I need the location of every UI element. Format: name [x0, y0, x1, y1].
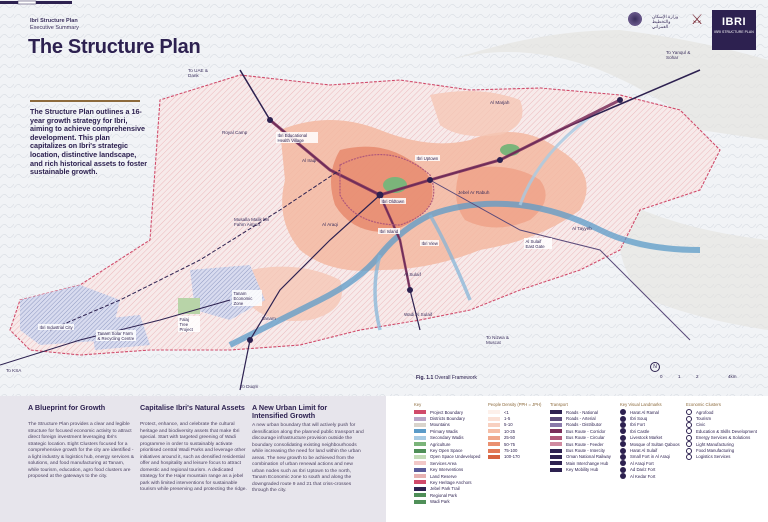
legend-label: Bus Route - Feeder: [566, 441, 604, 447]
place-industrial-city[interactable]: Ibri Industrial City: [39, 324, 73, 330]
legend-label: Key Mobility Hub: [566, 467, 599, 473]
legend-col-transport: [550, 402, 618, 473]
legend-clusters-heading: Economic Clusters: [686, 402, 721, 407]
place-al-araqi: Al Araqi: [322, 222, 338, 227]
legend-marker-icon: [620, 416, 626, 422]
scale-label-2: 2: [696, 374, 699, 379]
place-al-sulaif: Al Sulaif: [404, 272, 421, 277]
legend-swatch: [414, 455, 426, 459]
legend-item: [686, 428, 764, 434]
cluster-icon: [686, 454, 692, 460]
column-blueprint: [28, 404, 136, 481]
legend-label: Main Interchange Hub: [566, 460, 609, 466]
figure-caption: [416, 375, 477, 381]
legend-swatch: [414, 468, 426, 472]
cluster-icon: [686, 448, 692, 454]
title-divider: [30, 100, 140, 102]
legend-label: Ibri Souq: [630, 416, 648, 422]
legend-swatch: [550, 461, 562, 465]
legend-swatch: [550, 429, 562, 433]
cluster-icon: [686, 441, 692, 447]
legend-marker-icon: [620, 448, 626, 454]
legend-label: Light Manufacturing: [696, 441, 734, 447]
legend-swatch: [550, 436, 562, 440]
legend-landmarks-heading: Key Visual Landmarks: [620, 402, 662, 407]
column-title: Capitalise Ibri's Natural Assets: [140, 403, 245, 412]
legend-col-density: [488, 402, 548, 460]
legend-label: Roads - National: [566, 409, 599, 415]
legend-swatch: [488, 442, 500, 446]
north-arrow-icon: N: [650, 362, 660, 372]
place-al-iraqi: Al Iraqi: [302, 158, 317, 163]
scale-label-0: 0: [660, 374, 663, 379]
legend-landmarks-list: [620, 409, 688, 479]
legend-clusters-list: [686, 409, 764, 460]
doc-title: Ibri Structure Plan: [30, 18, 78, 24]
text-panel: [0, 396, 386, 522]
intro-text: The Structure Plan outlines a 16-year growth strategy for Ibri, aiming to achieve comprehensive development. This plan capitalizes on Ibri's strategic location, distinctive landscape, and rich historical assets to foster sustainable growth.: [30, 107, 148, 177]
legend-label: 100-170: [504, 454, 520, 460]
legend-label: Small Fort in Al Araqi: [630, 454, 670, 460]
legend-label: Key Interventions: [430, 467, 464, 473]
place-ibri-oldtown[interactable]: Ibri Oldtown: [381, 198, 405, 204]
oman-khanjar-icon: ⚔: [690, 11, 704, 27]
legend-swatch: [550, 417, 562, 421]
legend-swatch: [414, 474, 426, 478]
legend-swatch: [550, 455, 562, 459]
place-wadi-al-sulaif: Wadi Al Sulaif: [404, 312, 433, 317]
legend-swatch: [414, 423, 426, 427]
legend-label: Al Araqi Fort: [630, 460, 654, 466]
legend-label: 10-25: [504, 428, 515, 434]
legend-label: Primary Wadis: [430, 428, 458, 434]
place-solar-farm[interactable]: Tanam Solar Farm & Recycling Centre: [97, 330, 135, 341]
legend-swatch: [414, 500, 426, 504]
legend-label: 5-10: [504, 422, 513, 428]
legend-label: Logistics Services: [696, 454, 731, 460]
ministry-emblem-icon: [626, 12, 644, 26]
legend-swatch: [414, 436, 426, 440]
legend-marker-icon: [620, 467, 626, 473]
legend-swatch: [414, 442, 426, 446]
legend-key-heading: Key: [414, 402, 422, 407]
legend-label: Agrofood: [696, 409, 714, 415]
place-educational-village[interactable]: Ibri Educational Health Village: [276, 132, 318, 143]
legend-marker-icon: [620, 473, 626, 479]
logo-area: [626, 10, 756, 50]
legend-col-key: [414, 402, 486, 505]
legend-swatch: [488, 449, 500, 453]
legend-label: Mountains: [430, 422, 450, 428]
direction-to-nizwa: To Nizwa & Muscat: [486, 335, 509, 345]
legend-swatch: [414, 449, 426, 453]
legend-item: [620, 473, 688, 479]
legend-label: 25-50: [504, 435, 515, 441]
legend-swatch: [488, 429, 500, 433]
page-title: The Structure Plan: [28, 36, 201, 58]
place-airport: Musalla Malik bin Fahm Airport: [234, 217, 270, 227]
legend-density-list: [488, 409, 548, 460]
legend-label: Bus Route - Intercity: [566, 448, 605, 454]
legend-label: Food Manufacturing: [696, 448, 735, 454]
legend-label: Key Open Space: [430, 448, 463, 454]
place-ibri-uptown[interactable]: Ibri Uptown: [416, 155, 439, 161]
legend-label: Key Heritage Anchors: [430, 479, 472, 485]
legend-item: [686, 454, 764, 460]
legend-swatch: [414, 480, 426, 484]
column-body: A new urban boundary that will actively push for densification along the planned public transport and discourage infrastructure provision outside the boundary consolidating existing neighbourhoods while increasing the need for land within the urban areas. The new growth to be achieved from the combination of urban renewal actions and new urban nodes such as Ibri Uptown to the north, Tanam Economic zone to south and along the downgraded route 9 and 21 that criss-crosses through the city.: [252, 423, 364, 493]
legend-label: Livestock Market: [630, 435, 663, 441]
legend-item: [550, 467, 618, 473]
legend-label: Ad Dariz Fort: [630, 467, 656, 473]
legend-swatch: [414, 410, 426, 414]
legend-swatch: [550, 442, 562, 446]
legend-label: Harat Al Ramal: [630, 409, 659, 415]
legend-label: Energy Services & Solutions: [696, 435, 751, 441]
legend-swatch: [488, 436, 500, 440]
legend-label: Bus Route - Circular: [566, 435, 605, 441]
ibri-logo-sub: IBRI STRUCTURE PLAN: [714, 30, 754, 34]
legend-label: Education & Skills Development: [696, 428, 757, 434]
place-royal-camp: Royal Camp: [222, 130, 248, 135]
legend-label: Ibri Castle: [630, 428, 650, 434]
legend-col-landmarks: [620, 402, 688, 479]
place-jebel-ar-rabuh: Jebel Ar Rabuh: [458, 190, 490, 195]
scale-label-3: 4km: [728, 374, 737, 379]
legend-swatch: [488, 423, 500, 427]
legend-label: Districts Boundary: [430, 416, 465, 422]
legend-label: Jebel Park Trail: [430, 486, 460, 492]
cluster-icon: [686, 422, 692, 428]
legend-marker-icon: [620, 435, 626, 441]
scale-label-1: 1: [678, 374, 681, 379]
legend-marker-icon: [620, 409, 626, 415]
direction-to-ksa: To KSA: [6, 368, 22, 373]
direction-to-yanqul: To Yanqul & Sohar: [666, 50, 691, 60]
legend-marker-icon: [620, 441, 626, 447]
legend-label: Mosque of Sultan Qaboos: [630, 441, 680, 447]
place-falaj-tree[interactable]: Falaj Tree Project: [178, 316, 200, 332]
legend-label: Services Area: [430, 460, 457, 466]
legend-label: Roads - Distributor: [566, 422, 602, 428]
legend-key-list: [414, 409, 486, 505]
legend-label: 1-5: [504, 416, 511, 422]
legend-col-clusters: [686, 402, 764, 460]
legend-transport-list: [550, 409, 618, 473]
scale-bar: [0, 0, 80, 6]
legend-label: Agriculture: [430, 441, 451, 447]
bottom-section: [0, 396, 768, 522]
legend-swatch: [550, 468, 562, 472]
column-urban-limit: [252, 404, 364, 495]
legend-label: Bus Route - Corridor: [566, 428, 606, 434]
direction-to-uae: To UAE & Dank: [188, 68, 208, 78]
column-body: Protect, enhance, and celebrate the cultural heritage and biodiversity assets that make Ibri special. Start with targeted greening of Wadi programme in order to sustainably activate prioritised central Wadi Parks and leverage other initiatives around it, such as densified residential offer and hospitality and leisure focus to attract domestic and regional tourism. A dedicated strategy for the Hajar mountain range as a jebel park with limited interventions for sustainable tourism while preserving and protecting the ridge.: [140, 422, 247, 492]
place-al-tayyeb: Al Tayyeb: [572, 226, 592, 231]
legend-transport-heading: Transport: [550, 402, 568, 407]
legend-label: Tourism: [696, 416, 712, 422]
place-ibri-view[interactable]: Ibri View: [421, 240, 438, 246]
legend-label: 75-100: [504, 448, 518, 454]
place-ibri-island[interactable]: Ibri Island: [379, 228, 399, 234]
legend-item: [488, 454, 548, 460]
legend-swatch: [414, 417, 426, 421]
legend-label: Project Boundary: [430, 409, 463, 415]
legend-swatch: [414, 493, 426, 497]
column-body: The Structure Plan provides a clear and legible structure for focused economic activity to attract direct foreign investment leveraging Ibri's strategic location. Eight Clusters focused for a comprehensive growth for the city are identified - a light industry & logistics hub, energy services & solutions, and food manufacturing at Tanam, while tourism, education, agro food clusters are proposed at the gateways to the city.: [28, 422, 135, 479]
legend-swatch: [414, 461, 426, 465]
legend-marker-icon: [620, 454, 626, 460]
ibri-logo-name: IBRI: [722, 16, 746, 28]
legend-label: Regional Park: [430, 492, 457, 498]
ministry-arabic-name: وزارة الإسكان والتخطيط العمراني: [652, 14, 679, 29]
legend-swatch: [550, 449, 562, 453]
legend-density-heading: People Density (PPH = JPH): [488, 402, 542, 407]
legend-swatch: [550, 410, 562, 414]
place-tanam: Tanam: [262, 316, 276, 321]
figure-title: Overall Framework: [434, 375, 477, 381]
legend-label: Land Reserve: [430, 473, 457, 479]
legend-label: Civic: [696, 422, 706, 428]
cluster-icon: [686, 435, 692, 441]
legend-item: [620, 441, 688, 447]
place-east-gate[interactable]: Al Sulaif East Gate: [524, 238, 552, 249]
cluster-icon: [686, 409, 692, 415]
legend-label: Ibri Fort: [630, 422, 645, 428]
column-title: A Blueprint for Growth: [28, 403, 106, 412]
place-al-marjah: Al Marjah: [490, 100, 510, 105]
legend-label: Al Kedar Fort: [630, 473, 656, 479]
column-natural-assets: [140, 404, 248, 494]
legend-label: Harat Al Sulaif: [630, 448, 658, 454]
legend-swatch: [414, 429, 426, 433]
legend-label: Secondary Wadis: [430, 435, 464, 441]
legend-label: Wadi Park: [430, 499, 450, 505]
legend-swatch: [550, 423, 562, 427]
legend-swatch: [488, 417, 500, 421]
legend-swatch: [488, 455, 500, 459]
legend-item: [414, 498, 486, 504]
cluster-icon: [686, 416, 692, 422]
legend-label: Oman National Railway: [566, 454, 611, 460]
direction-to-duqm: To Duqm: [240, 384, 259, 389]
place-tanam-economic-zone[interactable]: Tanam Economic Zone: [232, 290, 262, 306]
legend-label: <1: [504, 409, 509, 415]
legend-label: Open Space Undeveloped: [430, 454, 481, 460]
legend-marker-icon: [620, 460, 626, 466]
doc-subtitle: Executive Summary: [30, 25, 79, 31]
legend-swatch: [414, 487, 426, 491]
legend-label: Roads - Arterial: [566, 416, 596, 422]
legend-marker-icon: [620, 428, 626, 434]
map-legend: [414, 402, 764, 520]
ibri-logo: [712, 10, 756, 50]
legend-label: 50-75: [504, 441, 515, 447]
column-title: A New Urban Limit for Intensified Growth: [252, 403, 328, 420]
legend-marker-icon: [620, 422, 626, 428]
cluster-icon: [686, 428, 692, 434]
figure-number: Fig. 1.1: [416, 375, 434, 381]
legend-swatch: [488, 410, 500, 414]
